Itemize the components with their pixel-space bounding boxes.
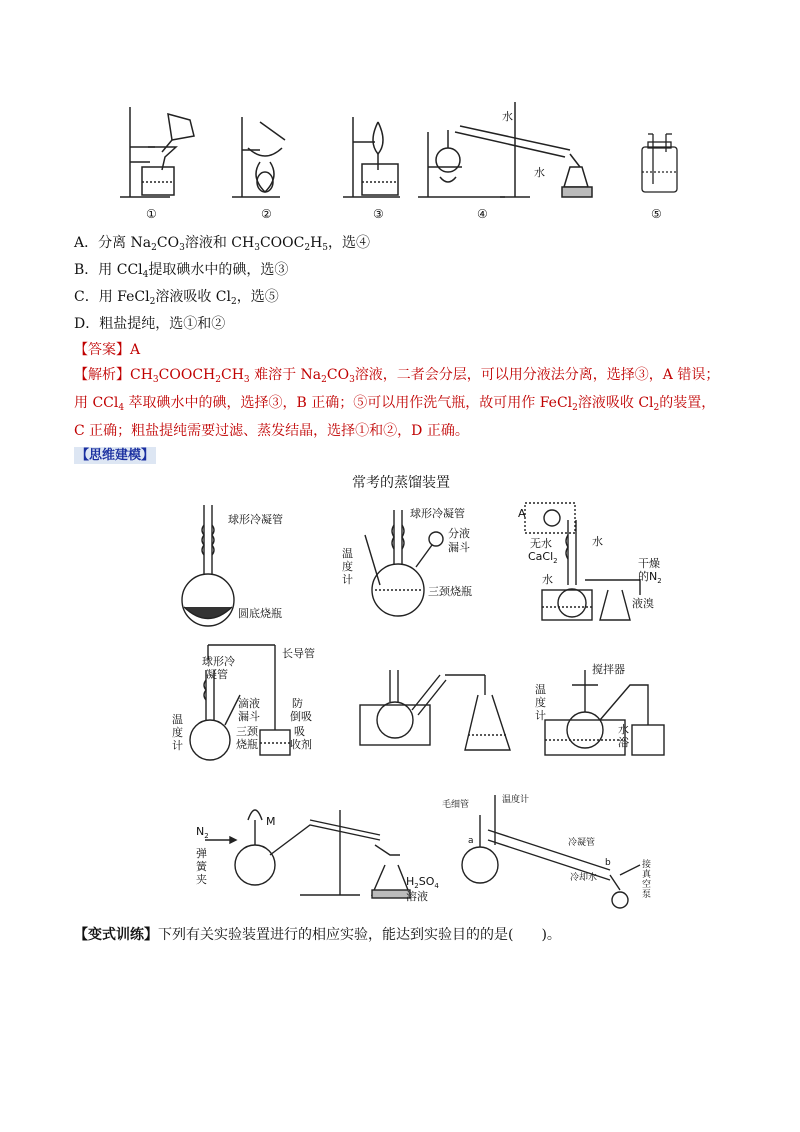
distillation-title: 常考的蒸馏装置 [352, 475, 450, 491]
lbl-dry-2: 的$N_2$ [638, 570, 662, 585]
answer: 【答案】A [74, 342, 141, 358]
apparatus-label-2: ② [261, 207, 272, 221]
lbl-clamp-3: 夹 [196, 873, 207, 886]
lbl-thermo-2: 度 [342, 560, 353, 573]
lbl-capillary: 毛细管 [442, 800, 470, 810]
lbl-temp-b: 度 [172, 726, 183, 739]
lbl-cooling-water: 冷却水 [570, 873, 598, 883]
distillation-figure [172, 495, 680, 915]
lbl-spherical-condenser: 球形冷凝管 [228, 513, 283, 526]
lbl-a-small: a [468, 836, 474, 846]
option-d: D．粗盐提纯，选①和② [74, 316, 226, 332]
lbl-n2: $N_2$ [196, 825, 209, 840]
lbl-anti-1: 防 [292, 697, 303, 710]
lbl-thermo-3: 计 [342, 573, 353, 586]
apparatus-label-1: ① [146, 207, 157, 221]
lbl-sep-funnel-2: 漏斗 [448, 541, 470, 554]
variant-training: 【变式训练】下列有关实验装置进行的相应实验，能达到实验目的的是( )。 [74, 927, 561, 943]
option-b: B．用 CCl$_4$提取碘水中的碘，选③ [74, 262, 289, 280]
analysis: 【解析】$CH_3COOCH_2CH_3$ 难溶于 $Na_2CO_3$溶液，二者会分层，可以用分液法分离，选择③，A 错误；用 CCl$_4$ 萃取碘水中的碘，选择③，B 正确；⑤可以用作洗气瓶，故可用作 FeCl$_2$溶液吸收 $Cl_2$的装置，C 正确；粗盐提纯需要过滤、蒸发结晶，选择①和②，D 正确。 [74, 367, 720, 439]
lbl-temp-d: 温 [535, 683, 546, 696]
apparatus-label-5: ⑤ [651, 207, 662, 221]
lbl-pump-1: 接 [642, 860, 652, 870]
lbl-sc-1: 球形冷 [202, 655, 235, 668]
lbl-anti-3: 吸 [294, 725, 305, 738]
option-a: A．分离 $Na_2CO_3$溶液和 $CH_3COOC_2H_5$，选④ [74, 235, 371, 253]
lbl-b-small: b [605, 858, 611, 868]
thinking-model-label: 【思维建模】 [76, 448, 155, 463]
lbl-temp-e: 度 [535, 696, 546, 709]
lbl-anhydrous: 无水 [530, 537, 552, 550]
apparatus-label-4: ④ [477, 207, 488, 221]
lbl-tn-1: 三颈 [236, 725, 258, 738]
lbl-pump-2: 真 [642, 870, 652, 880]
lbl-water-bath-1: 水 [618, 723, 629, 736]
lbl-three-neck-flask: 三颈烧瓶 [428, 585, 472, 598]
lbl-clamp-2: 簧 [196, 860, 207, 873]
lbl-dry-1: 干燥 [638, 557, 660, 570]
lbl-cacl2: CaCl$_2$ [528, 550, 558, 565]
lbl-stirrer: 搅拌器 [592, 663, 625, 676]
lbl-anti-4: 收剂 [290, 738, 312, 751]
lbl-m: M [266, 815, 276, 828]
lbl-h2so4: $H_2SO_4$ [406, 875, 439, 890]
lbl-spherical-condenser-2: 球形冷凝管 [410, 507, 465, 520]
lbl-clamp-1: 弹 [196, 847, 207, 860]
lbl-liquid-bromine: 液溴 [632, 597, 654, 610]
apparatus-figure [110, 92, 690, 227]
lbl-pump-3: 空 [642, 880, 652, 890]
water-label-1: 水 [502, 110, 513, 123]
lbl-tn-2: 烧瓶 [236, 738, 258, 751]
lbl-solution: 溶液 [406, 890, 428, 903]
lbl-temp-f: 计 [535, 709, 546, 722]
lbl-water-bath-2: 浴 [618, 736, 629, 749]
lbl-water-in: 水 [542, 573, 553, 586]
water-label-2: 水 [534, 166, 545, 179]
lbl-anti-2: 倒吸 [290, 710, 312, 723]
lbl-a: A [518, 507, 526, 520]
lbl-thermo-1: 温 [342, 547, 353, 560]
lbl-pump-4: 泵 [642, 890, 652, 900]
lbl-temp-c: 计 [172, 739, 183, 752]
apparatus-label-3: ③ [373, 207, 384, 221]
lbl-sep-funnel-1: 分液 [448, 527, 470, 540]
lbl-thermometer: 温度计 [502, 795, 530, 805]
lbl-temp-a: 温 [172, 713, 183, 726]
lbl-drip-1: 滴液 [238, 697, 260, 710]
lbl-long-tube: 长导管 [282, 647, 315, 660]
lbl-water-out: 水 [592, 535, 603, 548]
option-c: C．用 FeCl$_2$溶液吸收 $Cl_2$，选⑤ [74, 289, 279, 307]
lbl-drip-2: 漏斗 [238, 710, 260, 723]
lbl-condenser: 冷凝管 [568, 838, 596, 848]
lbl-sc-2: 凝管 [206, 668, 228, 681]
lbl-round-flask: 圆底烧瓶 [238, 607, 282, 620]
